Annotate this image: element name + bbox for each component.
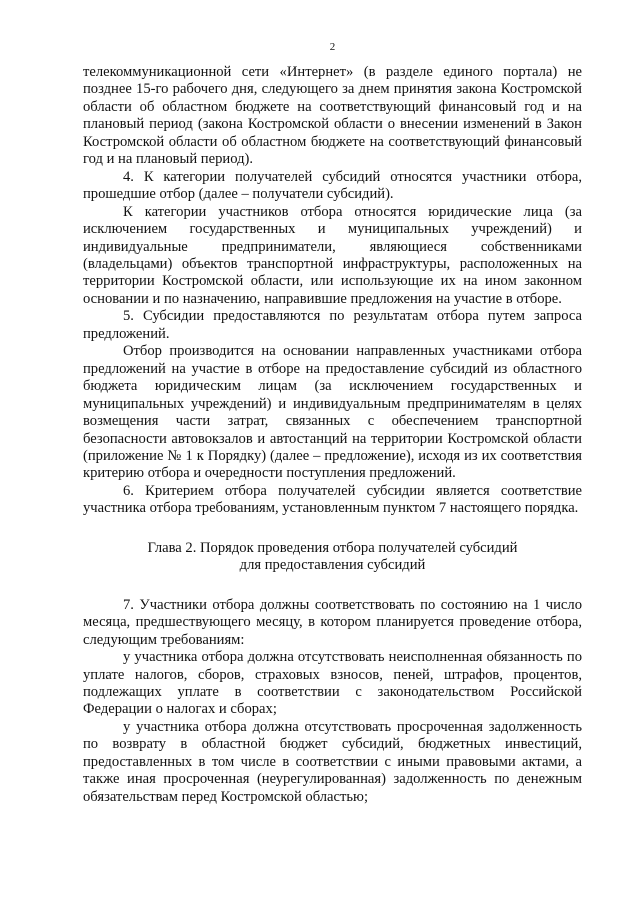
chapter-heading-line-2: для предоставления субсидий [239,557,426,574]
section-after-heading [83,597,582,806]
paragraph: 6. Критерием отбора получателей субсидии является соответствие участника отбора требованиям, установленным пунктом 7 настоящего порядка. [83,482,582,517]
section-before-heading [83,64,582,518]
chapter-heading-line-1: Глава 2. Порядок проведения отбора получателей субсидий [147,539,518,556]
paragraph: Отбор производится на основании направленных участниками отбора предложений на участие в отборе на предоставление субсидий из областного бюджета юридическим лицам (за исключением государственных и муниципальных учреждений) и индивидуальным предпринимателям в целях возмещения части затрат, связанных с обеспечением транспортной безопасности автовокзалов и автостанций на территории Костромской области (приложение № 1 к Порядку) (далее – предложение), исходя из их соответствия критерию отбора и очередности поступления предложений. [83,343,582,482]
paragraph: у участника отбора должна отсутствовать неисполненная обязанность по уплате налогов, сборов, страховых взносов, пеней, штрафов, процентов, подлежащих уплате в соответствии с законодательством Российской Федерации о налогах и сборах; [83,649,582,718]
paragraph: 5. Субсидии предоставляются по результатам отбора путем запроса предложений. [83,308,582,342]
page-number: 2 [329,41,336,53]
paragraph: К категории участников отбора относятся юридические лица (за исключением государственных и муниципальных учреждений) и индивидуальные предприниматели, являющиеся собственниками (владельцами) объектов транспортной инфраструктуры, расположенных на территории Костромской области, или использующие их на ином законном основании и по назначению, направившие предложения на участие в отборе. [83,203,582,307]
paragraph: телекоммуникационной сети «Интернет» (в разделе единого портала) не позднее 15-го рабочего дня, следующего за днем принятия закона Костромской области об областном бюджете на соответствующий финансовый год и на плановый период (закона Костромской области о внесении изменений в Закон Костромской области об областном бюджете на соответствующий финансовый год и на плановый период). [83,64,582,168]
paragraph: 4. К категории получателей субсидий относятся участники отбора, прошедшие отбор (далее – получатели субсидий). [83,168,582,203]
paragraph: 7. Участники отбора должны соответствовать по состоянию на 1 число месяца, предшествующего месяцу, в котором планируется проведение отбора, следующим требованиям: [83,596,582,648]
paragraph: у участника отбора должна отсутствовать просроченная задолженность по возврату в областной бюджет субсидий, бюджетных инвестиций, предоставленных в том числе в соответствии с иными правовыми актами, а также иная просроченная (неурегулированная) задолженность по денежным обязательствам перед Костромской областью; [83,718,582,805]
